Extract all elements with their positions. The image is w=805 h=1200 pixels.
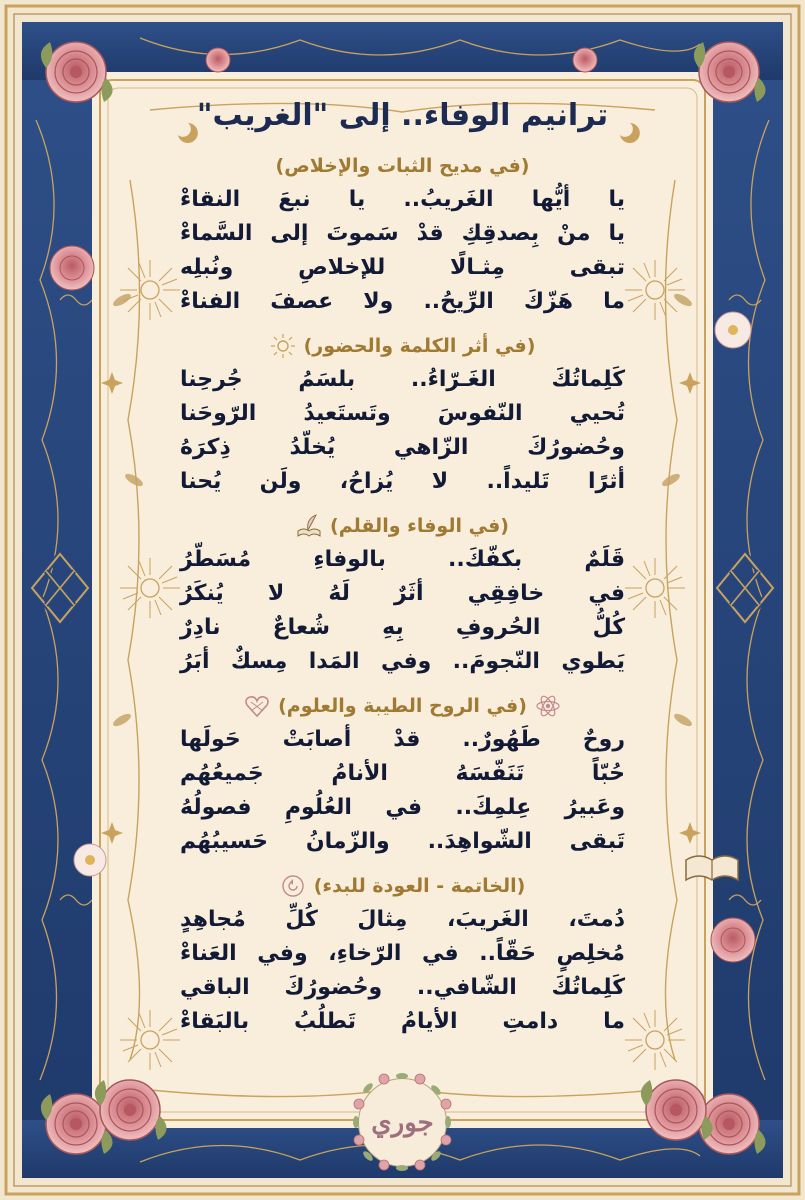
poem-content	[180, 86, 625, 1076]
section-conclusion	[180, 869, 625, 1039]
verse-line: تُحيي النّفوسَ وتَستَعيدُ الرّوحَنا	[180, 401, 625, 426]
verse-line: وعَبيرُ عِلمِكَ.. في العُلُومِ فصولُهُ	[180, 795, 625, 820]
verse-line: ما هَزّكَ الرِّيحُ.. ولا عصفَ الفناءْ	[180, 289, 625, 314]
section-heading	[180, 689, 625, 723]
signature-wreath	[340, 1060, 465, 1185]
verse-line: تَبقى الشّواهِدَ.. والزّمانُ حَسيبُهُم	[180, 829, 625, 854]
section-heading	[180, 869, 625, 903]
signature-text: جوري	[371, 1107, 434, 1138]
section-pen	[180, 509, 625, 679]
section-soul	[180, 689, 625, 859]
verse-line: روحٌ طَهُورٌ.. قدْ أصابَتْ حَولَها	[180, 727, 625, 752]
section-heading-text: (الخاتمة - العودة للبدء)	[313, 875, 526, 897]
quill-book-icon	[296, 513, 322, 539]
return-spiral-icon	[280, 873, 306, 899]
verse-block	[180, 363, 625, 499]
verse-line: أثرًا تَليداً.. لا يُزاحُ، ولَن يُحنا	[180, 469, 625, 494]
verse-block	[180, 903, 625, 1039]
verse-line: تبقى مِثـالًا للإخلاصِ ونُبلِه	[180, 255, 625, 280]
verse-line: يا أيُّها الغَريبُ.. يا نبعَ النقاءْ	[180, 187, 625, 212]
verse-line: يا منْ بِصدقِكِ قدْ سَموتَ إلى السَّماءْ	[180, 221, 625, 246]
section-heading	[180, 329, 625, 363]
verse-line: في خافِقِي أثَرٌ لَهُ لا يُنكَرُ	[180, 581, 625, 606]
verse-line: يَطوي النّجومَ.. وفي المَدا مِسكٌ أبَرُ	[180, 649, 625, 674]
section-heading-text: (في الوفاء والقلم)	[330, 515, 509, 537]
verse-block	[180, 723, 625, 859]
poem-title: ترانيم الوفاء.. إلى "الغريب"	[196, 98, 609, 133]
section-word	[180, 329, 625, 499]
section-heading-text: (في أثر الكلمة والحضور)	[303, 335, 536, 357]
section-heading	[180, 149, 625, 183]
verse-line: دُمتَ، الغَريبَ، مِثالَ كُلِّ مُجاهِدٍ	[180, 907, 625, 932]
section-heading	[180, 509, 625, 543]
verse-block	[180, 183, 625, 319]
verse-line: كَلِماتُكَ الغَـرّاءُ.. بلسَمُ جُرحِنا	[180, 367, 625, 392]
section-heading-text: (في الروح الطيبة والعلوم)	[278, 695, 527, 717]
section-praise	[180, 149, 625, 319]
verse-line: ما دامتِ الأيامُ تَطلُبُ بالبَقاءْ	[180, 1009, 625, 1034]
verse-line: مُخلِصٍ حَقّاً.. في الرّخاءِ، وفي العَناءْ	[180, 941, 625, 966]
verse-line: قَلَمٌ بكفّكَ.. بالوفاءِ مُسَطّرُ	[180, 547, 625, 572]
verse-line: حُبّاً تَنَفّسَهُ الأنامُ جَميعُهُم	[180, 761, 625, 786]
section-heading-text: (في مديح الثبات والإخلاص)	[275, 155, 530, 177]
verse-line: وحُضورُكَ الزّاهي يُخلّدُ ذِكرَهُ	[180, 435, 625, 460]
verse-block	[180, 543, 625, 679]
verse-line: كَلِماتُكَ الشّافي.. وحُضورُكَ الباقي	[180, 975, 625, 1000]
heart-knot-icon	[244, 693, 270, 719]
sun-icon	[270, 333, 296, 359]
verse-line: كُلُّ الحُروفِ بِهِ شُعاعٌ نادِرٌ	[180, 615, 625, 640]
atom-icon	[535, 693, 561, 719]
